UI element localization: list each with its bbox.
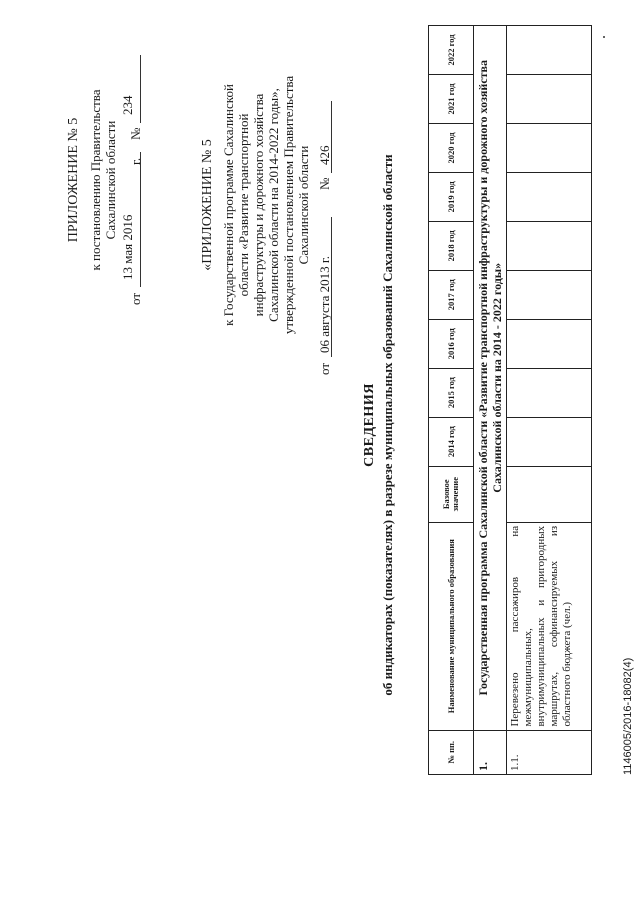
header-year: 2015 год <box>429 368 474 417</box>
row-year-cell <box>507 417 592 466</box>
program-line: к Государственной программе Сахалинской <box>221 84 236 326</box>
program-number-sign: № <box>317 177 332 190</box>
row-year-cell <box>507 270 592 319</box>
program-line: инфраструктуры и дорожного хозяйства <box>251 93 266 317</box>
program-line: Сахалинской области <box>296 145 311 265</box>
decree-reference <box>88 55 142 305</box>
program-line: области «Развитие транспортной <box>236 113 251 297</box>
row-year-cell <box>507 368 592 417</box>
decree-number: 234 <box>120 95 135 115</box>
program-reference <box>200 35 333 375</box>
row-year-cell <box>507 26 592 75</box>
header-year: 2019 год <box>429 172 474 221</box>
header-year: 2016 год <box>429 319 474 368</box>
section-title: Государственная программа Сахалинской области «Развитие транспортной инфраструктуры и дорожного хозяйства Сахалинской области на 2014 - 2022 годы» <box>474 26 507 731</box>
table-header-row <box>429 26 474 775</box>
header-base: Базовое значение <box>429 466 474 522</box>
program-date-row <box>313 35 333 375</box>
decree-line-2: Сахалинской области <box>103 120 118 240</box>
program-date: 06 августа 2013 г. <box>317 256 332 353</box>
decree-prefix: от <box>128 292 143 305</box>
table-section-row <box>474 26 507 775</box>
row-year-cell <box>507 221 592 270</box>
appendix-title: ПРИЛОЖЕНИЕ № 5 <box>66 117 81 243</box>
decree-line-1: к постановлению Правительства <box>88 89 103 271</box>
header-year: 2018 год <box>429 221 474 270</box>
program-appendix-title: «ПРИЛОЖЕНИЕ № 5 <box>200 139 215 271</box>
decree-date: 13 мая 2016 <box>120 214 135 280</box>
program-number: 426 <box>317 145 332 165</box>
decree-year-suffix: г. <box>128 157 143 165</box>
row-year-cell <box>507 123 592 172</box>
decree-date-row <box>120 55 142 305</box>
document-title: СВЕДЕНИЯ <box>362 383 377 467</box>
header-year: 2021 год <box>429 75 474 124</box>
scan-speck <box>603 36 605 38</box>
program-line: Сахалинской области на 2014-2022 годы», <box>266 88 281 322</box>
row-year-cell <box>507 75 592 124</box>
decree-date-underline <box>140 152 141 287</box>
decree-number-underline <box>140 55 141 123</box>
section-number: 1. <box>474 730 507 774</box>
indicators-table <box>428 25 592 775</box>
table-row <box>507 26 592 775</box>
program-number-underline <box>331 101 332 173</box>
program-date-underline <box>331 217 332 357</box>
header-num: № пп. <box>429 730 474 774</box>
header-year: 2022 год <box>429 26 474 75</box>
row-number: 1.1. <box>507 730 592 774</box>
row-year-cell <box>507 319 592 368</box>
row-year-cell <box>507 172 592 221</box>
row-base-cell <box>507 466 592 522</box>
document-registration-code: 1146005/2016-18082(4) <box>622 657 634 775</box>
header-year: 2017 год <box>429 270 474 319</box>
program-line: утвержденной постановлением Правительства <box>281 75 296 335</box>
decree-number-sign: № <box>128 127 143 140</box>
header-year: 2020 год <box>429 123 474 172</box>
row-indicator-name: Перевезено пассажиров на межмуниципальных, внутримуниципальных и пригородных маршрутах, софинансируемых из областного бюджета (чел.) <box>507 522 592 730</box>
header-year: 2014 год <box>429 417 474 466</box>
header-name: Наименование муниципального образования <box>429 522 474 730</box>
program-prefix: от <box>317 362 332 375</box>
document-subtitle: об индикаторах (показателях) в разрезе муниципальных образований Сахалинской области <box>380 154 395 696</box>
